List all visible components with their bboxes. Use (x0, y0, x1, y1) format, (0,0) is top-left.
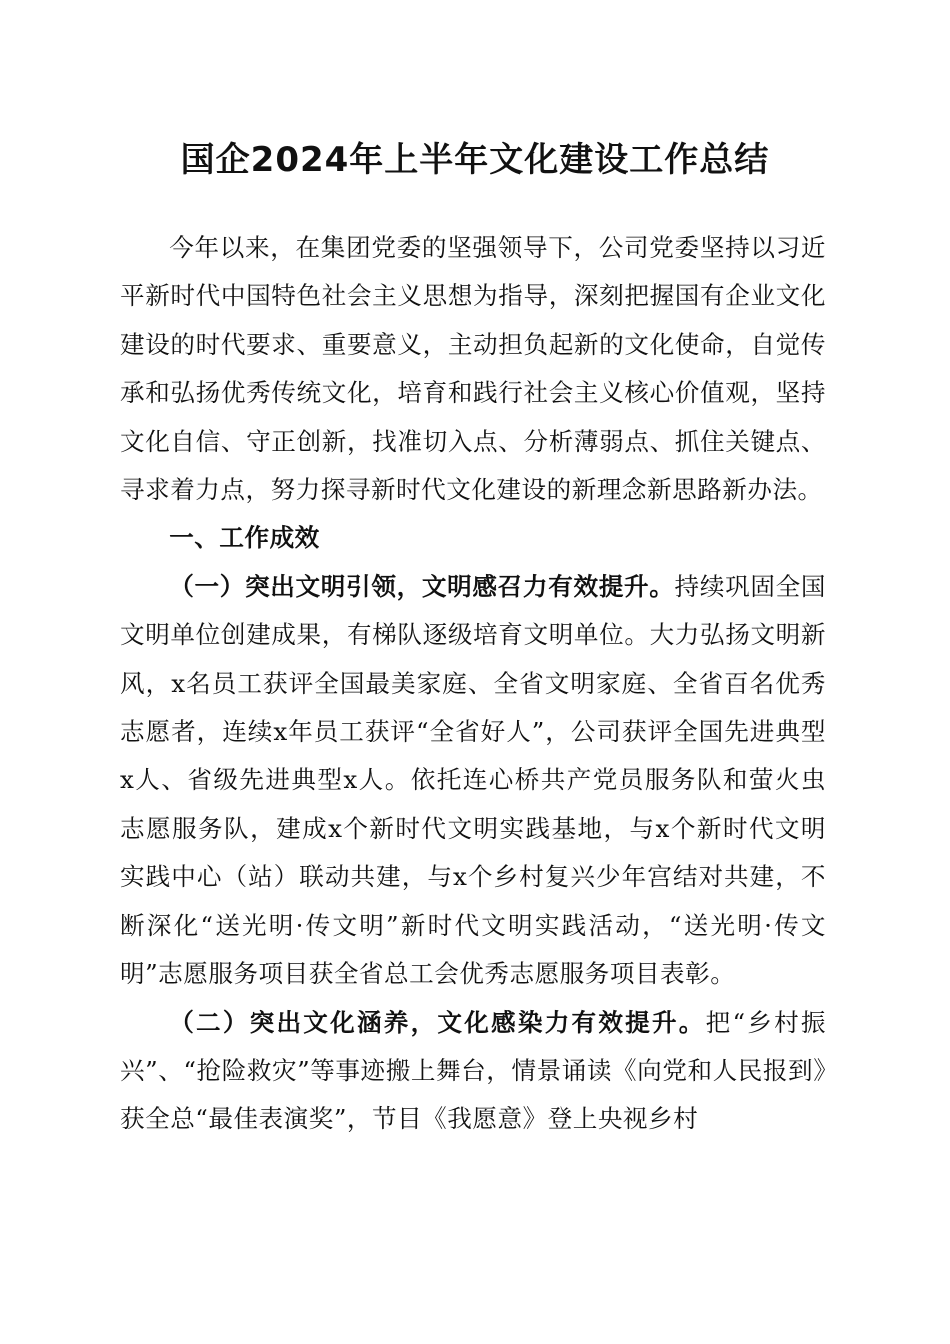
item-body-civilization: 持续巩固全国文明单位创建成果，有梯队逐级培育文明单位。大力弘扬文明新风，x名员工获评全国最美家庭、全省文明家庭、全省百名优秀志愿者，连续x年员工获评“全省好人”，公司获评全国先进典型x人、省级先进典型x人。依托连心桥共产党员服务队和萤火虫志愿服务队，建成x个新时代文明实践基地，与x个新时代文明实践中心（站）联动共建，与x个乡村复兴少年宫结对共建，不断深化“送光明·传文明”新时代文明实践活动，“送光明·传文明”志愿服务项目获全省总工会优秀志愿服务项目表彰。 (120, 571, 826, 989)
section-heading-achievements: 一、工作成效 (169, 523, 320, 553)
document-title: 国企2024年上半年文化建设工作总结 (180, 140, 770, 180)
intro-paragraph: 今年以来，在集团党委的坚强领导下，公司党委坚持以习近平新时代中国特色社会主义思想为指导，深刻把握国有企业文化建设的时代要求、重要意义，主动担负起新的文化使命，自觉传承和弘扬优秀传统文化，培育和践行社会主义核心价值观，坚持文化自信、守正创新，找准切入点、分析薄弱点、抓住关键点、寻求着力点，努力探寻新时代文化建设的新理念新思路新办法。 (120, 233, 826, 505)
item-paragraph-civilization (120, 563, 826, 999)
document-body (120, 224, 826, 1144)
item-paragraph-culture (120, 999, 826, 1144)
item-lead-culture: （二）突出文化涵养，文化感染力有效提升。 (169, 1007, 706, 1037)
item-body-culture: 把“乡村振兴”、“抢险救灾”等事迹搬上舞台，情景诵读《向党和人民报到》获全总“最佳表演奖”，节目《我愿意》登上央视乡村 (120, 1007, 826, 1134)
item-lead-civilization: （一）突出文明引领，文明感召力有效提升。 (169, 571, 675, 601)
